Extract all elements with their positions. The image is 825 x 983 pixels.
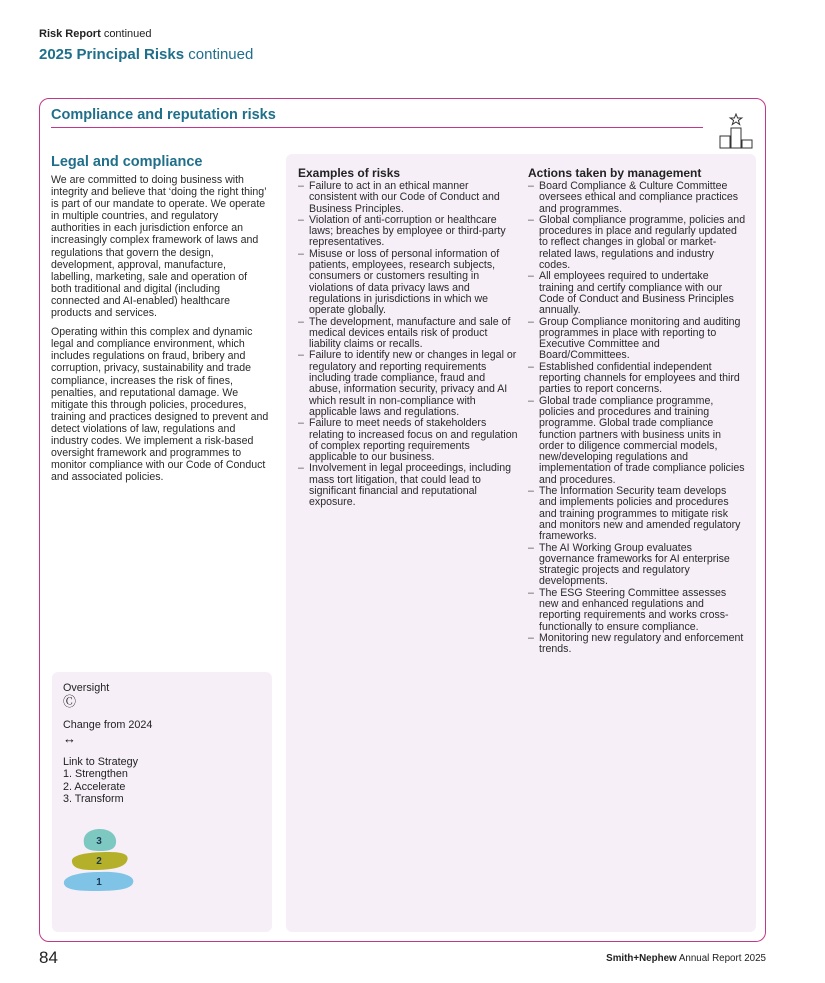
action-item: – The AI Working Group evaluates governance frameworks for AI enterprise strategic projects and regulatory developments. [528,543,746,588]
oversight-c-icon: Ⓒ [63,694,77,709]
double-arrow-icon: ↔ [63,731,76,746]
strategy-item: 3. Transform [63,793,124,805]
risk-details-panel [286,154,756,932]
action-item: – Group Compliance monitoring and auditing programmes in place with reporting to Executive Committee and Board/Committees. [528,317,746,362]
kicker-bold: Risk Report [39,28,101,40]
card-title-rule [51,127,703,128]
example-item: – Misuse or loss of personal information of patients, employees, research subjects, consumers or customers resulting in violations of data privacy laws and regulations in jurisdictions in which we operate globally. [298,249,518,317]
example-item: – Violation of anti-corruption or healthcare laws; breaches by employee or third-party representatives. [298,215,518,249]
stack-label-1: 1 [96,877,102,888]
footer-brand [606,953,766,964]
section-kicker [39,28,152,40]
stack-label-3: 3 [96,836,102,847]
action-item: – All employees required to undertake training and certify compliance with our Code of Conduct and Business Principles annually. [528,271,746,316]
examples-column [298,166,518,509]
mitigation-paragraph: Operating within this complex and dynamic legal and compliance environment, which includes regulations on fraud, bribery and corruption, privacy, sustainability and trade compliance, increases the risk of fines, penalties, and reputational damage. We mitigate this through policies, procedures, training and practices designed to prevent and detect violations of law, regulations and industry codes. We implement a risk-based oversight framework and programmes to monitor compliance with our Code of Conduct and associated policies. [51,326,269,484]
strategy-stack-icon [60,825,140,895]
action-item: – The ESG Steering Committee assesses new and enhanced regulations and reporting requirements and works cross-functionally to ensure compliance. [528,588,746,633]
action-item: – Global compliance programme, policies and procedures in place and regularly updated to reflect changes in global or market-related laws, regulations and industry codes. [528,215,746,271]
risk-info-box [52,672,272,932]
page-title-rest: continued [188,46,254,63]
example-item: – Failure to act in an ethical manner consistent with our Code of Conduct and Business Principles. [298,181,518,215]
example-item: – Involvement in legal proceedings, including mass tort litigation, that could lead to significant financial and reputational exposure. [298,463,518,508]
example-item: – The development, manufacture and sale of medical devices entails risk of product liability claims or recalls. [298,317,518,351]
intro-paragraph: We are committed to doing business with integrity and believe that ‘doing the right thing’ is part of our mandate to operate. We operate in multiple countries, and regulatory authorities in each jurisdiction enforce an increasingly complex framework of laws and regulations that govern the design, development, approval, manufacture, labelling, marketing, sale and operation of both traditional and digital (including connected and AI-enabled) healthcare products and services. [51,174,267,320]
section-title: Legal and compliance [51,154,203,170]
brand-name: Smith+Nephew [606,953,677,964]
strategy-item: 1. Strengthen [63,768,128,780]
risk-card [39,98,766,942]
change-label: Change from 2024 [63,719,153,731]
action-item: – The Information Security team develops and implements policies and procedures and training programmes to mitigate risk and monitors new and amended regulatory frameworks. [528,486,746,542]
actions-list [528,181,746,655]
actions-column [528,166,746,655]
report-name: Annual Report 2025 [678,953,766,964]
examples-list [298,181,518,509]
page-number: 84 [39,948,58,967]
legal-compliance-section [51,154,269,490]
strategy-list [63,768,261,806]
example-item: – Failure to meet needs of stakeholders relating to increased focus on and regulation of complex reporting requirements applicable to our business. [298,418,518,463]
page-title-bold: 2025 Principal Risks [39,46,185,63]
actions-title: Actions taken by management [528,166,702,180]
podium-star-icon [716,113,756,149]
example-item: – Failure to identify new or changes in legal or regulatory and reporting requirements including trade compliance, fraud and abuse, information security, privacy and AI which result in non-compliance with applicable laws and regulations. [298,350,518,418]
kicker-rest: continued [103,28,152,40]
action-item: – Monitoring new regulatory and enforcement trends. [528,633,746,656]
action-item: – Global trade compliance programme, policies and procedures and training programme. Global trade compliance function partners with business units in order to diligence commercial models, new/developing regulations and implementation of trade compliance policies and procedures. [528,396,746,486]
stack-label-2: 2 [96,856,102,867]
strategy-item: 2. Accelerate [63,780,126,793]
strategy-label: Link to Strategy [63,756,139,768]
page-title [39,46,253,63]
oversight-label: Oversight [63,682,110,694]
action-item: – Board Compliance & Culture Committee oversees ethical and compliance practices and programmes. [528,181,746,215]
examples-title: Examples of risks [298,166,401,180]
action-item: – Established confidential independent reporting channels for employees and third parties to report concerns. [528,362,746,396]
card-title: Compliance and reputation risks [51,107,276,123]
